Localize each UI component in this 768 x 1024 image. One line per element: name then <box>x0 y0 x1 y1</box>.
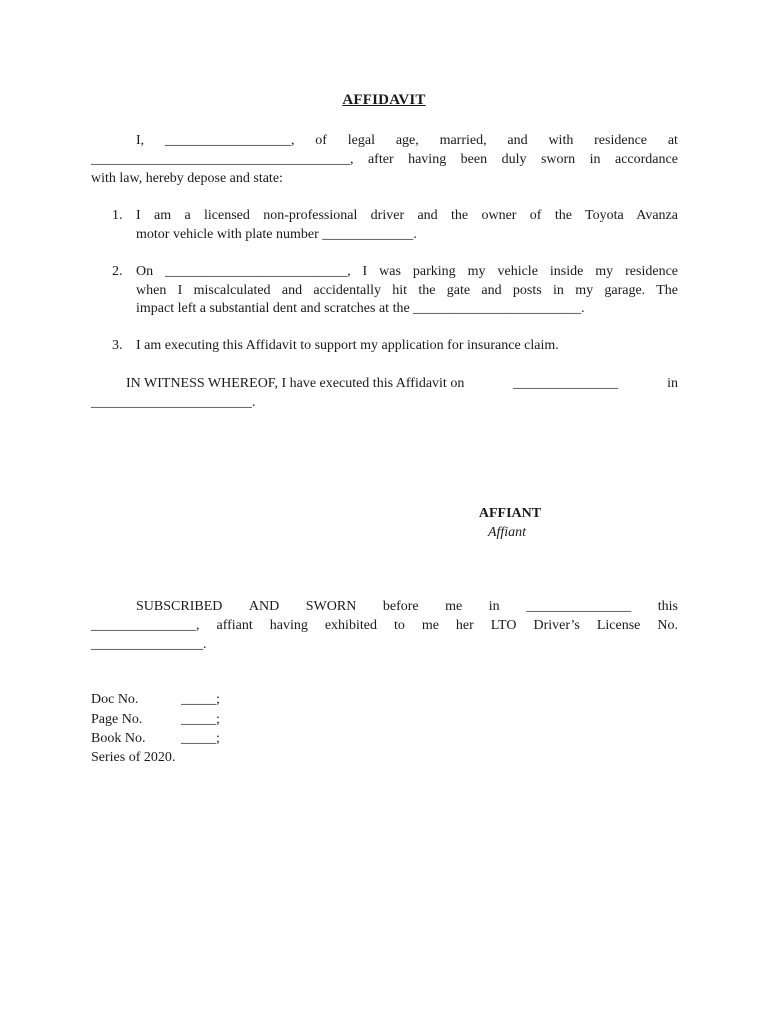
item-1-line-1: I am a licensed non-professional driver and the owner of the Toyota Avanza <box>136 208 678 223</box>
document-title: AFFIDAVIT <box>342 92 426 108</box>
jurat-line-1 <box>136 597 678 616</box>
page-no-label: Page No. <box>91 712 143 727</box>
intro-word: been <box>460 152 488 167</box>
item-2-line-1: On __________________________, I was parking my vehicle inside my residence <box>136 264 678 279</box>
jurat-word: License <box>596 618 641 633</box>
witness-place-blank: _______________________. <box>91 395 256 410</box>
intro-word: at <box>667 133 678 148</box>
item-2-number: 2. <box>112 264 123 279</box>
jurat-word: exhibited <box>324 618 377 633</box>
jurat-word: AND <box>248 599 280 614</box>
jurat-word: LTO <box>490 618 517 633</box>
jurat-word: SUBSCRIBED <box>136 599 223 614</box>
jurat-date-blank: _______________, <box>91 618 200 633</box>
series-row: Series of 2020. <box>91 750 176 765</box>
jurat-line-2 <box>91 616 678 635</box>
doc-no-label: Doc No. <box>91 692 139 707</box>
intro-word: married, <box>439 133 487 148</box>
book-no-label: Book No. <box>91 731 146 746</box>
intro-word: residence <box>594 133 647 148</box>
jurat-word: to <box>393 618 405 633</box>
witness-line-1 <box>126 374 678 393</box>
affiant-label <box>440 504 580 523</box>
name-blank: __________________, <box>164 133 295 148</box>
intro-word: of <box>315 133 327 148</box>
intro-line-2 <box>91 150 678 169</box>
item-3-line-1: I am executing this Affidavit to support my application for insurance claim. <box>136 338 559 353</box>
affiant-heading: AFFIANT <box>478 506 542 521</box>
jurat-word: in <box>488 599 500 614</box>
intro-word: age, <box>395 133 419 148</box>
witness-text: in <box>667 376 678 391</box>
item-2-line-3: impact left a substantial dent and scratches at the ________________________. <box>136 301 585 316</box>
license-number-blank: ________________. <box>91 637 207 652</box>
jurat-word: her <box>455 618 474 633</box>
jurat-word: Driver’s <box>533 618 580 633</box>
execution-date-blank: _______________ <box>513 376 619 391</box>
doc-no-row <box>91 690 220 709</box>
residence-blank: _____________________________________, <box>91 152 354 167</box>
jurat-word: affiant <box>216 618 253 633</box>
affiant-subtitle: Affiant <box>487 525 527 540</box>
item-1-number: 1. <box>112 208 123 223</box>
doc-no-blank: _____; <box>181 692 220 707</box>
intro-word: I, <box>136 133 145 148</box>
page-no-blank: _____; <box>181 712 220 727</box>
intro-line-1 <box>136 131 678 150</box>
witness-text: IN WITNESS WHEREOF, I have executed this Affidavit on <box>126 376 465 391</box>
intro-word: and <box>507 133 528 148</box>
intro-word: accordance <box>615 152 678 167</box>
book-no-row <box>91 729 220 748</box>
intro-word: in <box>589 152 601 167</box>
jurat-word: SWORN <box>305 599 357 614</box>
item-3-number: 3. <box>112 338 123 353</box>
jurat-word: me <box>421 618 439 633</box>
intro-word: with <box>548 133 574 148</box>
jurat-word: having <box>269 618 308 633</box>
intro-word: after <box>367 152 394 167</box>
page-no-row <box>91 710 220 729</box>
intro-line-3: with law, hereby depose and state: <box>91 171 283 186</box>
jurat-place-blank: _______________ <box>526 599 632 614</box>
intro-word: legal <box>347 133 375 148</box>
jurat-word: No. <box>657 618 678 633</box>
item-1-line-2: motor vehicle with plate number _____________. <box>136 227 417 242</box>
jurat-word: before <box>382 599 419 614</box>
book-no-blank: _____; <box>181 731 220 746</box>
item-2-line-2: when I miscalculated and accidentally hit the gate and posts in my garage. The <box>136 283 678 298</box>
intro-word: duly <box>501 152 527 167</box>
jurat-word: me <box>445 599 463 614</box>
jurat-word: this <box>657 599 678 614</box>
intro-word: sworn <box>540 152 576 167</box>
intro-word: having <box>408 152 447 167</box>
